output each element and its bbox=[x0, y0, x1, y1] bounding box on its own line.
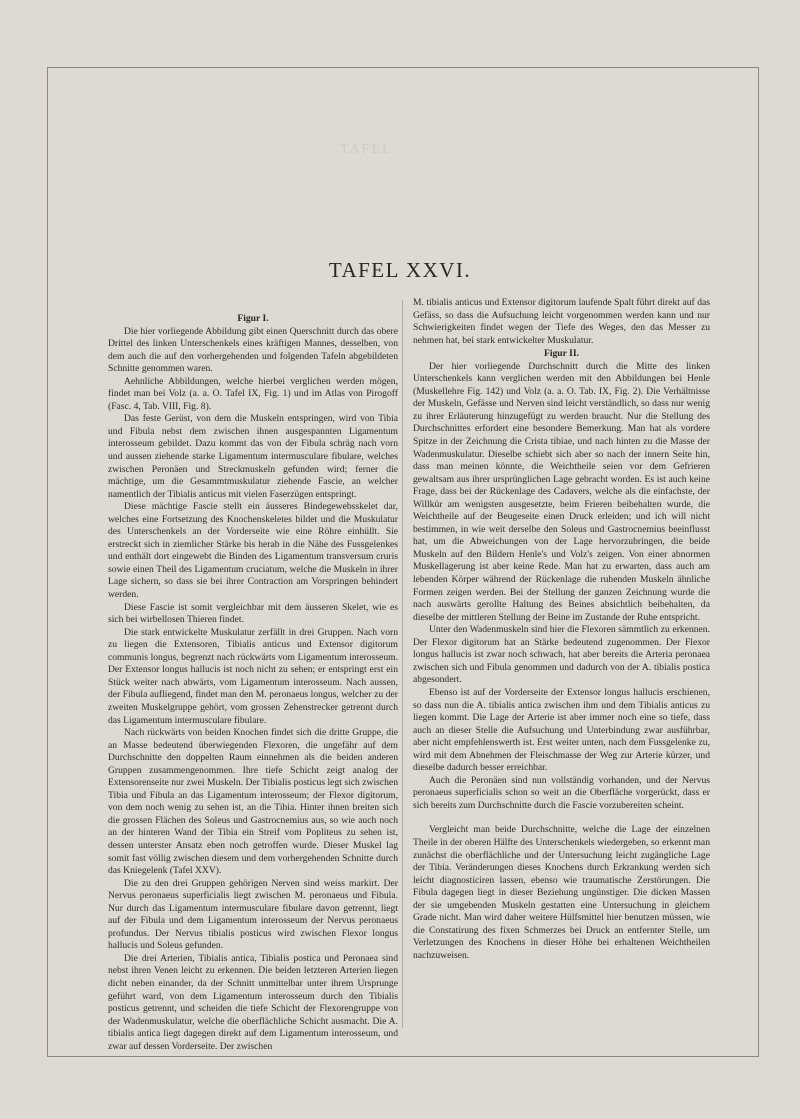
paragraph: Unter den Wadenmuskeln sind hier die Flexoren sämmtlich zu erkennen. Der Flexor digitorum hat an Stärke bedeutend zugenommen. Der Flexor longus hallucis ist zwar noch schwach, hat aber bereits die Arteria peronaea zwischen sich und Fibula genommen und dadurch von der A. tibialis postica abgesondert. bbox=[413, 624, 710, 686]
right-column bbox=[413, 297, 710, 962]
paragraph: Das feste Gerüst, von dem die Muskeln entspringen, wird von Tibia und Fibula nebst dem zwischen ihnen ausgespannten Ligamentum interosseum gebildet. Dazu kommt das von der Fibula schräg nach vorn und aussen ziehende starke Ligamentum intermusculare fibulare, welches zwischen Peronäen und Streckmuskeln gefunden wird; ferner die mächtige, um die Gesammtmuskulatur ziehende Fascie, an welcher namentlich der Tibialis anticus mit vielen Faserzügen entspringt. bbox=[108, 413, 398, 500]
paragraph: Die stark entwickelte Muskulatur zerfällt in drei Gruppen. Nach vorn zu liegen die Extensoren, Tibialis anticus und Extensor digitorum communis longus, begrenzt nach rückwärts vom Ligamentum interosseum. Der Extensor longus hallucis ist noch nicht zu sehen; er entspringt erst ein Stück weiter nach abwärts, vom Ligamentum interosseum. Nach aussen, der Fibula aufliegend, findet man den M. peronaeus longus, welcher zu der zweiten Muskelgruppe gehört, vom grossen Zehenstrecker getrennt durch das Ligamentum intermusculare fibulare. bbox=[108, 626, 398, 726]
closing-paragraph: Vergleicht man beide Durchschnitte, welche die Lage der einzelnen Theile in der oberen Hälfte des Unterschenkels wiedergeben, so erkennt man zunächst die oberflächliche und der Untersuchung leicht zugängliche Lage der Tibia. Veränderungen dieses Knochens durch Erkrankung werden sich leicht diagnosticiren lassen, ebenso wie traumatische Zerstörungen. Die Fibula dagegen liegt in dieser Beziehung ungünstiger. Die dicken Massen der sie umgebenden Muskeln gestatten eine Untersuchung in gleichem Grade nicht. Man wird daher weitere Hülfsmittel hier benutzen müssen, wie die Constatirung des fixen Schmerzes bei Druck an entfernter Stelle, um Verletzungen des Knochens in dieser Höhe bei erhaltenen Weichtheilen nachzuweisen. bbox=[413, 824, 710, 961]
paragraph: Die hier vorliegende Abbildung gibt einen Querschnitt durch das obere Drittel des linken Unterschenkels eines kräftigen Mannes, desselben, von dem auch die auf den vorhergehenden und folgenden Tafeln abgebildeten Schnitte genommen waren. bbox=[108, 325, 398, 375]
paragraph: Diese mächtige Fascie stellt ein äusseres Bindegewebsskelet dar, welches eine Fortsetzung des Knochenskeletes bildet und die Muskulatur des Unterschenkels an der Vorderseite wie eine Röhre einhüllt. Sie erstreckt sich in ziemlicher Stärke bis herab in die Nähe des Fussgelenkes und enthält dort eingewebt die Binden des Ligamentum transversum cruris sowie einen Theil des Ligamentum cruciatum, welche die Muskeln in ihrer Lage sichern, so dass sie bei ihrer Contraction am Vorspringen behindert werden. bbox=[108, 501, 398, 601]
left-column bbox=[108, 312, 398, 1053]
page-title: TAFEL XXVI. bbox=[328, 258, 472, 282]
paragraph: Die drei Arterien, Tibialis antica, Tibialis postica und Peronaea sind nebst ihren Venen leicht zu erkennen. Die beiden letzteren Arterien liegen dicht neben einander, da der Schnitt unmittelbar unter ihrem Ursprunge geführt ward, von dem Ligamentum interosseum durch den Tibialis posticus getrennt, und scheiden die tiefe Schicht der Flexorengruppe von der Wadenmuskulatur, welche die oberflächliche Schicht ausmacht. Die A. tibialis antica liegt dagegen direkt auf dem Ligamentum interosseum, und zwar auf dessen Vorderseite. Der zwischen bbox=[108, 952, 398, 1052]
paragraph: Die zu den drei Gruppen gehörigen Nerven sind weiss markirt. Der Nervus peronaeus superficialis liegt zwischen M. peronaeus und Fibula. Nur durch das Ligamentum intermusculare fibulare davon getrennt, liegt auf der Fibula und dem Ligamentum interosseum der Nervus peronaeus profundus. Der Nervus tibialis posticus wird zwischen Flexor longus hallucis und Soleus gefunden. bbox=[108, 877, 398, 952]
paragraph: Ebenso ist auf der Vorderseite der Extensor longus hallucis erschienen, so dass nun die A. tibialis antica zwischen ihm und dem Tibialis anticus zu liegen kommt. Die Lage der Arterie ist aber immer noch eine so tiefe, dass auch an dieser Stelle die Aufsuchung und Unterbindung zwar ausführbar, aber nicht empfehlenswerth ist. Erst weiter unten, nach dem Fussgelenke zu, wird mit dem Abnehmen der Fleischmasse der Weg zur Arterie kürzer, und dieselbe dadurch besser erreichbar. bbox=[413, 686, 710, 774]
paragraph: Nach rückwärts von beiden Knochen findet sich die dritte Gruppe, die an Masse bedeutend überwiegenden Flexoren, die ungefähr auf dem Durchschnitte den doppelten Raum einnehmen als die beiden anderen Gruppen zusammengenommen. Ihre tiefe Schicht zeigt analog der Extensorenseite nur zwei Muskeln. Der Tibialis posticus legt sich zwischen Tibia und Fibula an das Ligamentum interosseum; der Flexor digitorum, von dem noch wenig zu sehen ist, an die Tibia. Hinter ihnen breiten sich die grossen Flächen des Soleus und Gastrocnemius aus, so wie auch noch an der hinteren Wand der Tibia ein Streif vom Popliteus zu sehen ist, dessen unterster Ansatz eben noch getroffen wurde. Dieser Muskel lag somit fast völlig zwischen diesem und dem vorhergehenden Schnitte durch das Kniegelenk (Tafel XXV). bbox=[108, 727, 398, 877]
paragraph: Aehnliche Abbildungen, welche hierbei verglichen werden mögen, findet man bei Volz (a. a. O. Tafel IX, Fig. 1) und im Atlas von Pirogoff (Fasc. 4, Tab. VIII, Fig. 8). bbox=[108, 375, 398, 412]
column-divider bbox=[402, 300, 403, 1028]
closing-block bbox=[413, 824, 710, 962]
figure-heading-2: Figur II. bbox=[543, 348, 579, 360]
figure-heading-1: Figur I. bbox=[237, 313, 269, 324]
paragraph: Auch die Peronäen sind nun vollständig vorhanden, und der Nervus peronaeus superficialis schon so weit an die Oberfläche vorgerückt, dass er sich bereits zum Durchschnitte durch die Fascie vorzubereiten scheint. bbox=[413, 774, 710, 811]
continued-paragraph: M. tibialis anticus und Extensor digitorum laufende Spalt führt direkt auf das Gefäss, so dass die Aufsuchung leicht vorgenommen werden kann und nur Schwierigkeiten findet wegen der Tiefe des Weges, den das Messer zu nehmen hat, bei stark entwickelter Muskulatur. bbox=[413, 297, 710, 346]
bleed-through-text: TAFEL bbox=[340, 142, 393, 157]
paragraph: Diese Fascie ist somit vergleichbar mit dem äusseren Skelet, wie es sich bei wirbellosen Thieren findet. bbox=[108, 601, 398, 626]
paragraph: Der hier vorliegende Durchschnitt durch die Mitte des linken Unterschenkels kann verglichen werden mit den Abbildungen bei Henle (Muskellehre Fig. 142) und Volz (a. a. O. Tab. IX, Fig. 2). Die Verhältnisse der Muskeln, Gefässe und Nerven sind leicht verständlich, so dass nur wenig zu ihrer Erläuterung hinzugefügt zu werden braucht. Nur die Stellung des Durchschnittes erfordert eine besondere Bemerkung. Man hat als vordere Spitze in der Zeichnung die Crista tibiae, und nach hinten zu die Masse der Wadenmuskulatur. Dieselbe schiebt sich aber so nach der innern Seite hin, dass man meinen könnte, die Weichtheile seien vor dem Gefrieren gewaltsam aus ihrer ursprünglichen Lage gebracht worden. Es ist auch keine Frage, dass bei der Rückenlage des Cadavers, welche als die einfachste, der Willkür am wenigsten ausgesetzte, beim Frieren beibehalten wurde, die Weichtheile auf der Beugeseite einen Druck erleiden; und ich will nicht bestimmen, in wie weit derselbe den Soleus und Gastrocnemius beeinflusst hat, um die Abweichungen von der Lage hervorzubringen, die beide Muskeln auf den Bildern Henle's und Volz's zeigen. Von einer abnormen Muskellagerung ist aber keine Rede. Man hat zu erwarten, dass auch am lebenden Körper während der Rückenlage die ruhenden Muskeln ähnliche Formen zeigen werden. Bei der Stellung der ganzen Zeichnung wurde die nach auswärts gerollte Haltung des Beines absichtlich beibehalten, da dieselbe der mittleren Stellung der Beine im Zustande der Ruhe entspricht. bbox=[413, 360, 710, 623]
